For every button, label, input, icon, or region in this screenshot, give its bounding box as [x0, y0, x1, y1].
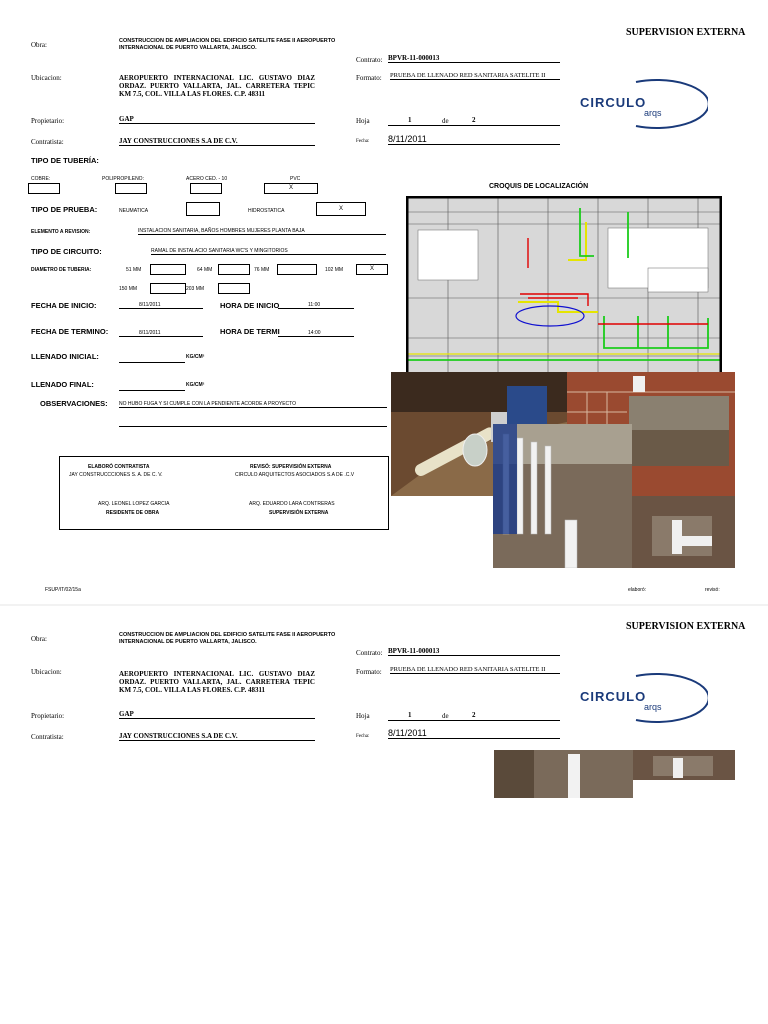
observaciones-value: NO HUBO FUGA Y SI CUMPLE CON LA PENDIENTE ACORDE A PROYECTO — [119, 401, 387, 408]
ubicacion-value: AEROPUERTO INTERNACIONAL LIC. GUSTAVO DIAZ ORDAZ. PUERTO VALLARTA, JAL. CARRETERA TEPIC KM 7.5, COL. VILLA LAS FLORES. C.P. 48311 — [119, 74, 315, 98]
prueba-hidrostatica-label: HIDROSTATICA — [248, 208, 285, 214]
contratista-value: JAY CONSTRUCCIONES S.A DE C.V. — [119, 137, 315, 146]
llenado-final-field[interactable] — [119, 380, 185, 391]
logo-word-arqs-2: arqs — [644, 702, 662, 712]
prueba-title: TIPO DE PRUEBA: — [31, 205, 98, 214]
formato-value-2: PRUEBA DE LLENADO RED SANITARIA SATELITE II — [390, 666, 560, 674]
signature-left-title: ELABORÓ CONTRATISTA — [88, 464, 150, 470]
contratista-label-2: Contratista: — [31, 733, 64, 741]
fecha-label-2: Fecha: — [356, 734, 370, 739]
de-value-2: 2 — [472, 711, 476, 719]
hoja-label: Hoja — [356, 117, 370, 125]
contratista-label: Contratista: — [31, 138, 64, 146]
photo-strip-right — [633, 750, 735, 780]
fecha-value: 8/11/2011 — [388, 134, 560, 145]
signature-right-title: REVISÓ: SUPERVISIÓN EXTERNA — [250, 464, 332, 470]
floor-plan-image — [408, 198, 720, 376]
hoja-value-2: 1 — [408, 711, 412, 719]
propietario-value: GAP — [119, 115, 315, 124]
tuberia-title: TIPO DE TUBERÍA: — [31, 156, 99, 165]
hora-inicio-label: HORA DE INICIO — [220, 301, 280, 310]
obra-value-2: CONSTRUCCION DE AMPLIACION DEL EDIFICIO SATELITE FASE II AEROPUERTO INTERNACIONAL DE PUERTO VALLARTA, JALISCO. — [119, 632, 336, 645]
tuberia-pvc-label: PVC — [290, 176, 301, 182]
ubicacion-label-2: Ubicacion: — [31, 668, 62, 676]
obra-value: CONSTRUCCION DE AMPLIACION DEL EDIFICIO SATELITE FASE II AEROPUERTO INTERNACIONAL DE PUERTO VALLARTA, JALISCO. — [119, 38, 336, 51]
photo-pvc-pipes-image — [493, 424, 632, 568]
contrato-label-2: Contrato: — [356, 649, 383, 657]
formato-value: PRUEBA DE LLENADO RED SANITARIA SATELITE II — [390, 72, 560, 80]
observaciones-line-2 — [119, 416, 387, 427]
croquis-map — [406, 196, 722, 378]
propietario-label: Propietario: — [31, 117, 65, 125]
llenado-inicial-unit: KG/CM² — [186, 354, 205, 360]
signature-left-name: ARQ. LEONEL LOPEZ GARCIA — [98, 501, 170, 507]
circulo-logo-2 — [576, 672, 708, 724]
diametro-203-box[interactable] — [218, 283, 250, 294]
obra-label: Obra: — [31, 41, 47, 49]
hora-inicio-value: 11:00 — [278, 302, 354, 309]
tuberia-acero-label: ACERO CED. - 10 — [186, 176, 228, 182]
llenado-final-label: LLENADO FINAL: — [31, 380, 94, 389]
tuberia-polipropileno-box[interactable] — [115, 183, 147, 194]
diametro-label: DIAMETRO DE TUBERIA: — [31, 267, 92, 273]
tuberia-cobre-label: COBRE: — [31, 176, 51, 182]
elemento-label: ELEMENTO A REVISION: — [31, 229, 91, 235]
photo-pvc-pipes — [493, 424, 632, 568]
hora-termino-value: 14:00 — [278, 330, 354, 337]
de-value: 2 — [472, 116, 476, 124]
circulo-logo — [576, 78, 708, 130]
diametro-150-box[interactable] — [150, 283, 186, 294]
elemento-value: INSTALACION SANITARIA, BAÑOS HOMBRES MUJERES PLANTA BAJA — [138, 228, 386, 235]
formato-label: Formato: — [356, 74, 382, 82]
diametro-64-box[interactable] — [218, 264, 250, 275]
diametro-64-label: 64 MM — [197, 267, 213, 273]
footer-elaboro: elaboró: — [628, 587, 647, 593]
form-title: SUPERVISION EXTERNA — [626, 27, 746, 38]
diametro-51-box[interactable] — [150, 264, 186, 275]
propietario-label-2: Propietario: — [31, 712, 65, 720]
diametro-102-box[interactable]: X — [356, 264, 388, 275]
formato-label-2: Formato: — [356, 668, 382, 676]
diametro-51-label: 51 MM — [126, 267, 142, 273]
hoja-label-2: Hoja — [356, 712, 370, 720]
footer-reviso: revisó: — [705, 587, 720, 593]
circuito-label: TIPO DE CIRCUITO: — [31, 247, 102, 256]
photo-strip-left — [494, 750, 633, 798]
signature-right-company: CIRCULO ARQUITECTOS ASOCIADOS S.A DE .C.V — [235, 472, 355, 478]
contrato-label: Contrato: — [356, 56, 383, 64]
prueba-neumatica-box[interactable] — [186, 202, 220, 216]
diametro-76-box[interactable] — [277, 264, 317, 275]
diametro-102-label: 102 MM — [325, 267, 344, 273]
diametro-203-label: 203 MM — [186, 286, 205, 292]
hoja-value: 1 — [408, 116, 412, 124]
circuito-value: RAMAL DE INSTALACIO SANITARIA WC'S Y MINGITORIOS — [151, 248, 386, 255]
ubicacion-value-2: AEROPUERTO INTERNACIONAL LIC. GUSTAVO DIAZ ORDAZ. PUERTO VALLARTA, JAL. CARRETERA TEPIC KM 7.5, COL. VILLA LAS FLORES. C.P. 48311 — [119, 670, 315, 694]
contrato-value: BPVR-11-000013 — [388, 54, 560, 63]
llenado-inicial-label: LLENADO INICIAL: — [31, 352, 99, 361]
de-label: de — [442, 117, 449, 125]
croquis-title: CROQUIS DE LOCALIZACIÓN — [489, 183, 589, 190]
fecha-termino-label: FECHA DE TERMINO: — [31, 327, 109, 336]
footer-code: FSUP/IT/02/15a — [45, 587, 81, 593]
llenado-final-unit: KG/CM² — [186, 382, 205, 388]
fecha-value-2: 8/11/2011 — [388, 728, 560, 739]
logo-word-arqs: arqs — [644, 108, 662, 118]
diametro-76-label: 76 MM — [254, 267, 270, 273]
logo-word-circulo-2: CIRCULO — [580, 689, 647, 704]
observaciones-label: OBSERVACIONES: — [40, 399, 108, 408]
contrato-value-2: BPVR-11-000013 — [388, 647, 560, 656]
logo-word-circulo: CIRCULO — [580, 95, 647, 110]
tuberia-acero-box[interactable] — [190, 183, 222, 194]
signature-left-role: RESIDENTE DE OBRA — [106, 510, 160, 516]
fecha-termino-value: 8/11/2011 — [119, 330, 203, 337]
prueba-neumatica-label: NEUMATICA — [119, 208, 149, 214]
tuberia-cobre-box[interactable] — [28, 183, 60, 194]
photo-pipe-fitting-image — [632, 496, 735, 568]
photo-pipe-fitting — [632, 496, 735, 568]
llenado-inicial-field[interactable] — [119, 352, 185, 363]
signature-left-company: JAY CONSTRUCCCIONES S. A. DE C. V. — [69, 472, 163, 478]
form-sheet-2 — [0, 606, 768, 1024]
propietario-value-2: GAP — [119, 710, 315, 719]
fecha-label: Fecha: — [356, 139, 370, 144]
contratista-value-2: JAY CONSTRUCCIONES S.A DE C.V. — [119, 732, 315, 741]
prueba-hidrostatica-box[interactable]: X — [316, 202, 366, 216]
ubicacion-label: Ubicacion: — [31, 74, 62, 82]
de-label-2: de — [442, 712, 449, 720]
tuberia-pvc-box[interactable]: X — [264, 183, 318, 194]
signatures-box — [59, 456, 389, 530]
obra-label-2: Obra: — [31, 635, 47, 643]
photo-strip-left-image — [494, 750, 633, 798]
signature-right-name: ARQ. EDUARDO LARA CONTRERAS — [249, 501, 335, 507]
photo-strip-right-image — [633, 750, 735, 780]
fecha-inicio-label: FECHA DE INICIO: — [31, 301, 97, 310]
signature-right-role: SUPERVISIÓN EXTERNA — [269, 510, 329, 516]
fecha-inicio-value: 8/11/2011 — [119, 302, 203, 309]
form-title-2: SUPERVISION EXTERNA — [626, 621, 746, 632]
hora-termino-label: HORA DE TERMI — [220, 327, 280, 336]
tuberia-polipropileno-label: POLIPROPILENO: — [102, 176, 144, 182]
diametro-150-label: 150 MM — [119, 286, 138, 292]
